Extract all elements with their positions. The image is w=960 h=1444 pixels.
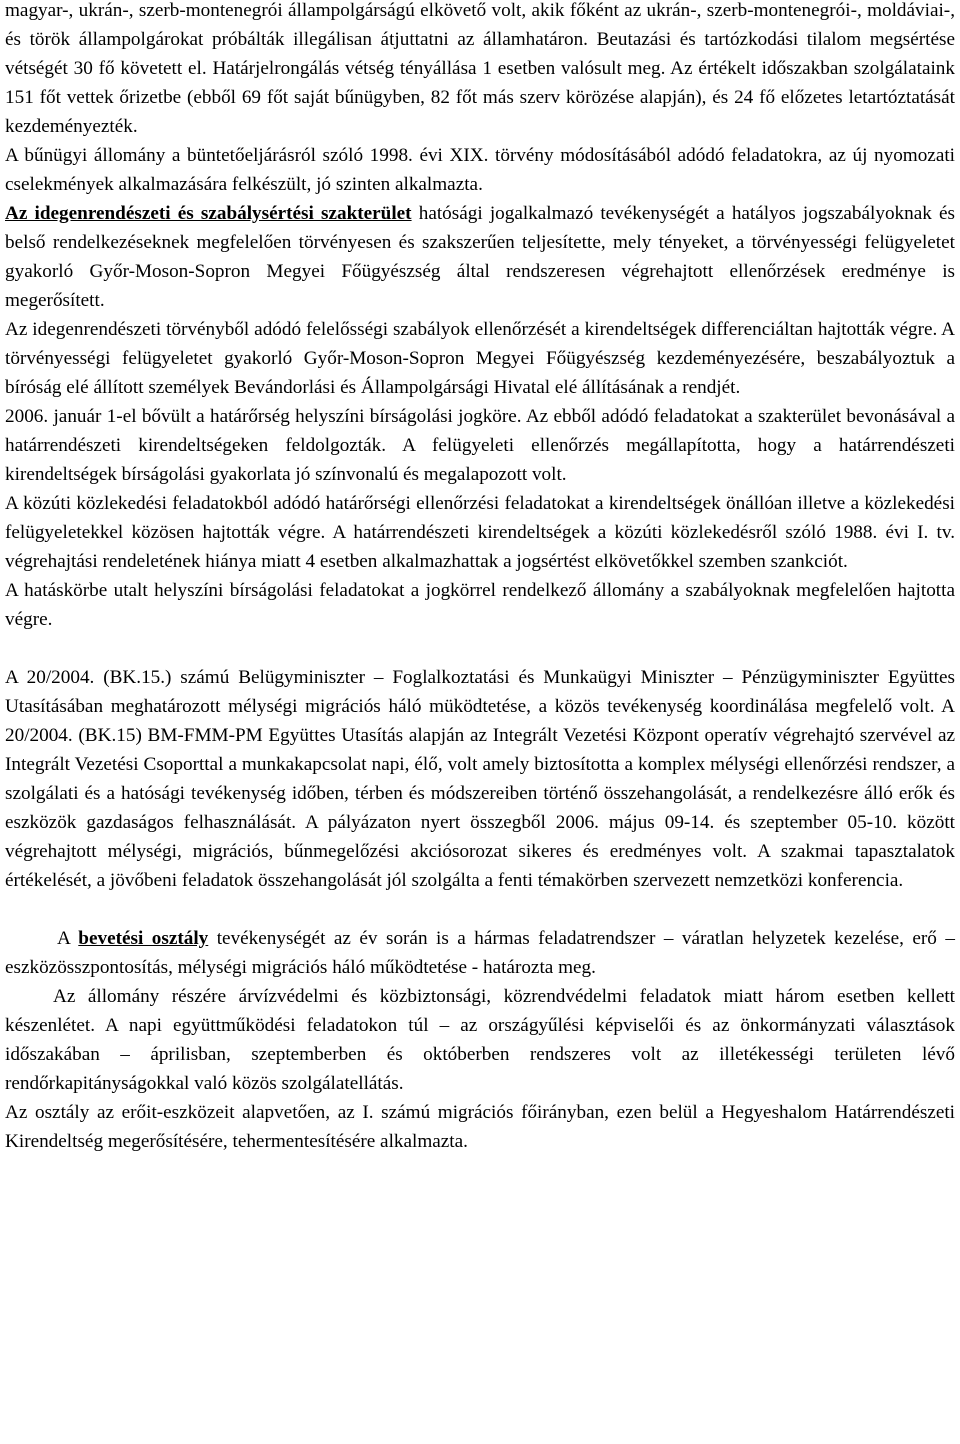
paragraph-criminal-staff [5, 141, 955, 199]
paragraph-gap [5, 634, 955, 663]
paragraph-flood-protection [5, 982, 955, 1098]
paragraph-text: 2006. január 1-el bővült a határőrség helyszíni bírságolási jogköre. Az ebből adódó feladatokat a szakterület bevonásával a határrendészeti kirendeltségeken feldolgozták. A felügyeleti ellenőrzés megállapította, hogy a határrendészeti kirendeltségek bírságolási gyakorlata jó színvonalú és megalapozott volt. [5, 406, 955, 485]
document-page [5, 0, 955, 1156]
paragraph-text: hatósági jogalkalmazó tevékenységét a hatályos jogszabályoknak és belső rendelkezéseknek megfelelően törvényesen és szakszerűen teljesítette, mely tényeket, a törvényességi felügyeletet gyakorló Győr-Moson-Sopron Megyei Főügyészség által rendszeresen végrehajtott ellenőrzések eredménye is megerősített. [5, 203, 955, 311]
paragraph-liability-rules [5, 315, 955, 402]
paragraph-text: Az állomány részére árvízvédelmi és közbiztonsági, közrendvédelmi feladatok miatt három esetben kellett készenlétet. A napi együttműködési feladatokon túl – az országyűlési képviselői és az önkormányzati választások időszakában – áprilisban, szeptemberben és októberben rendszeres volt az illetékességi területen lévő rendőrkapitányságokkal való közös szolgálatellátás. [5, 986, 955, 1094]
paragraph-text: Az osztály az erőit-eszközeit alapvetően, az I. számú migrációs főirányban, ezen belül a Hegyeshalom Határrendészeti Kirendeltség megerősítésére, tehermentesítésére alkalmazta. [5, 1102, 955, 1152]
paragraph-text: tevékenységét az év során is a hármas feladatrendszer – váratlan helyzetek kezelése, erő – eszközösszpontosítás, mélységi migrációs háló működtetése - határozta meg. [5, 928, 955, 978]
section-heading-deployment-unit: bevetési osztály [78, 928, 209, 949]
section-heading-alien-policing: Az idegenrendészeti és szabálysértési szakterület [5, 203, 412, 224]
paragraph-gap [5, 895, 955, 924]
paragraph-smuggling-statistics [5, 0, 955, 141]
paragraph-text: A közúti közlekedési feladatokból adódó határőrségi ellenőrzési feladatokat a kirendeltségek önállóan illetve a közlekedési felügyeletekkel közösen hajtották végre. A határrendészeti kirendeltségek a közúti közlekedésről szóló 1988. évi I. tv. végrehajtási rendeletének hiánya miatt 4 esetben alkalmazhattak a jogsértést elkövetőkkel szemben szankciót. [5, 493, 955, 572]
paragraph-alien-policing [5, 199, 955, 315]
paragraph-deployment-unit [5, 924, 955, 982]
paragraph-unit-deployment [5, 1098, 955, 1156]
paragraph-text: Az idegenrendészeti törvényből adódó felelősségi szabályok ellenőrzését a kirendeltségek differenciáltan hajtották végre. A törvényességi felügyeletet gyakorló Győr-Moson-Sopron Megyei Főügyészség kezdeményezésére, beszabályoztuk a bíróság elé állított személyek Bevándorlási és Állampolgársági Hivatal elé állításának a rendjét. [5, 319, 955, 398]
paragraph-road-traffic [5, 489, 955, 576]
paragraph-lead: A [57, 928, 79, 949]
paragraph-text: A hatáskörbe utalt helyszíni bírságolási feladatokat a jogkörrel rendelkező állomány a szabályoknak megfelelően hajtotta végre. [5, 580, 955, 630]
paragraph-fining-authority [5, 402, 955, 489]
paragraph-text: magyar-, ukrán-, szerb-montenegrói állampolgárságú elkövető volt, akik főként az ukrán-, szerb-montenegrói-, moldáviai-, és török állampolgárokat próbálták illegálisan átjuttatni az államhatáron. Beutazási és tartózkodási tilalom megsértése vétségét 30 fő követett el. Határjelrongálás vétség tényállása 1 esetben valósult meg. Az értékelt időszakban szolgálataink 151 főt vettek őrizetbe (ebből 69 főt saját bűnügyben, 82 főt más szerv körözése alapján), és 24 fő előzetes letartóztatását kezdeményezték. [5, 0, 955, 137]
paragraph-text: A 20/2004. (BK.15.) számú Belügyminiszter – Foglalkoztatási és Munkaügyi Miniszter – Pénzügyminiszter Együttes Utasításában meghatározott mélységi migrációs háló müködtetése, a közös tevékenység koordinálása megfelelő volt. A 20/2004. (BK.15) BM-FMM-PM Együttes Utasítás alapján az Integrált Vezetési Központ operatív végrehajtó szervével az Integrált Vezetési Csoporttal a munkakapcsolat napi, élő, volt amely biztosította a komplex mélységi ellenőrzési rendszer, a szolgálati és a hatósági tevékenység időben, térben és módszereiben történő összehangolását, a rendelkezésre álló erők és eszközök gazdaságos felhasználását. A pályázaton nyert összegből 2006. május 09-14. és szeptember 05-10. között végrehajtott mélységi, migrációs, bűnmegelőzési akciósorozat sikeres és eredményes volt. A szakmai tapasztalatok értékelését, a jövőbeni feladatok összehangolását jól szolgálta a fenti témakörben szervezett nemzetközi konferencia. [5, 667, 955, 891]
paragraph-text: A bűnügyi állomány a büntetőeljárásról szóló 1998. évi XIX. törvény módosításából adódó feladatokra, az új nyomozati cselekmények alkalmazására felkészült, jó szinten alkalmazta. [5, 145, 955, 195]
paragraph-onsite-fines [5, 576, 955, 634]
paragraph-migration-network [5, 663, 955, 895]
